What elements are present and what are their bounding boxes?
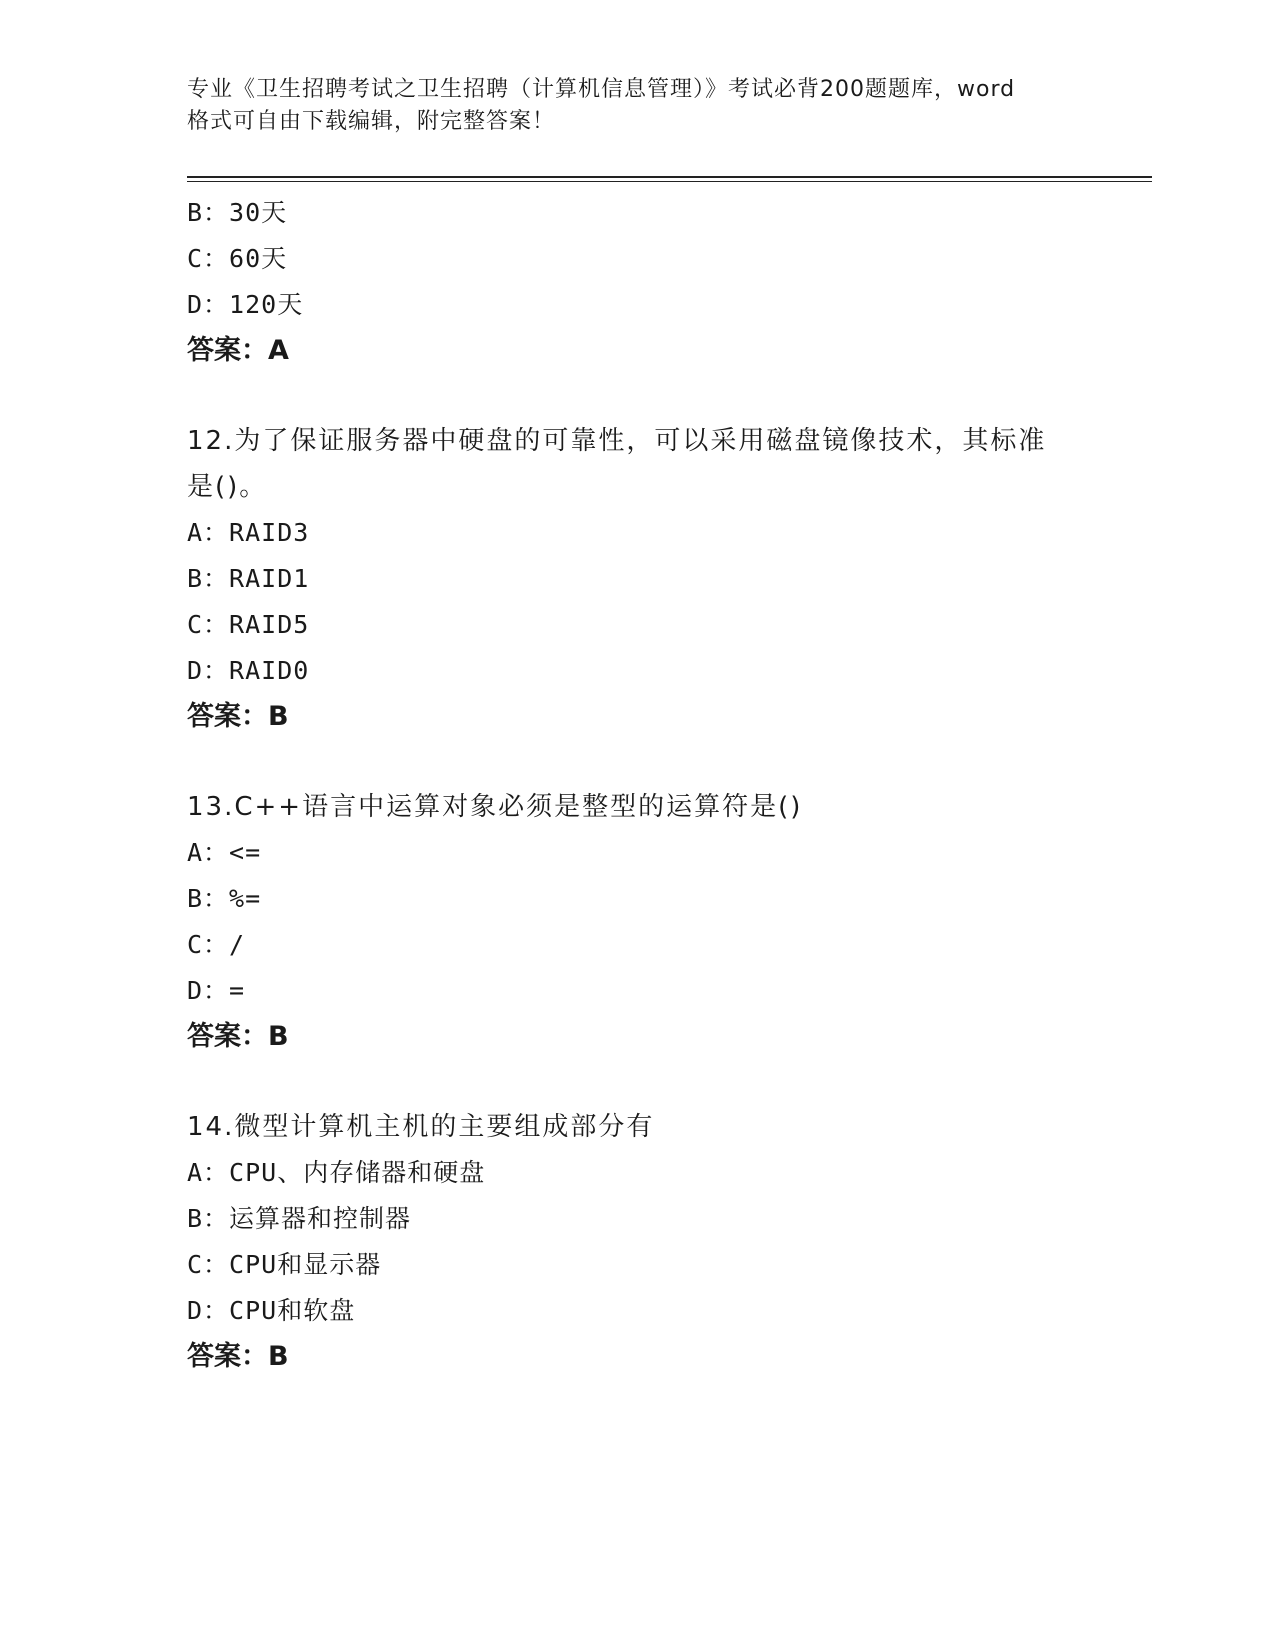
option-c: C：RAID5 <box>187 610 310 639</box>
answer-line: 答案：B <box>187 701 289 732</box>
option-d: D：CPU和软盘 <box>187 1296 356 1325</box>
question-list <box>187 190 1087 1380</box>
question-13 <box>187 784 1087 1060</box>
document-header <box>187 74 1087 138</box>
option-a: A：RAID3 <box>187 518 310 547</box>
option-b: B：RAID1 <box>187 564 310 593</box>
option-d: D：= <box>187 976 246 1005</box>
answer-line: 答案：B <box>187 1341 289 1372</box>
option-b: B：运算器和控制器 <box>187 1204 412 1233</box>
header-line-1: 专业《卫生招聘考试之卫生招聘（计算机信息管理）》考试必背200题题库，word <box>187 77 1016 102</box>
question-14 <box>187 1104 1087 1380</box>
header-line-2: 格式可自由下载编辑，附完整答案！ <box>187 109 556 134</box>
question-title-line-2: 是()。 <box>187 472 268 502</box>
header-divider-thin <box>187 181 1152 182</box>
option-d: D：RAID0 <box>187 656 310 685</box>
header-divider-thick <box>187 176 1152 178</box>
option-b: B：%= <box>187 884 262 913</box>
answer-line: 答案：B <box>187 1021 289 1052</box>
spacer <box>187 374 1087 418</box>
question-12 <box>187 418 1087 740</box>
option-d: D：120天 <box>187 290 304 319</box>
question-title-line-1: 12.为了保证服务器中硬盘的可靠性，可以采用磁盘镜像技术，其标准 <box>187 426 1047 456</box>
answer-line: 答案：A <box>187 335 289 366</box>
option-c: C：60天 <box>187 244 288 273</box>
option-c: C：CPU和显示器 <box>187 1250 382 1279</box>
question-title-line-1: 14.微型计算机主机的主要组成部分有 <box>187 1112 655 1142</box>
option-c: C：/ <box>187 930 246 959</box>
option-a: A：<= <box>187 838 262 867</box>
option-b: B：30天 <box>187 198 288 227</box>
spacer <box>187 740 1087 784</box>
question-11-continued <box>187 190 1087 374</box>
question-title-line-1: 13.C++语言中运算对象必须是整型的运算符是() <box>187 792 803 822</box>
spacer <box>187 1060 1087 1104</box>
option-a: A：CPU、内存储器和硬盘 <box>187 1158 486 1187</box>
